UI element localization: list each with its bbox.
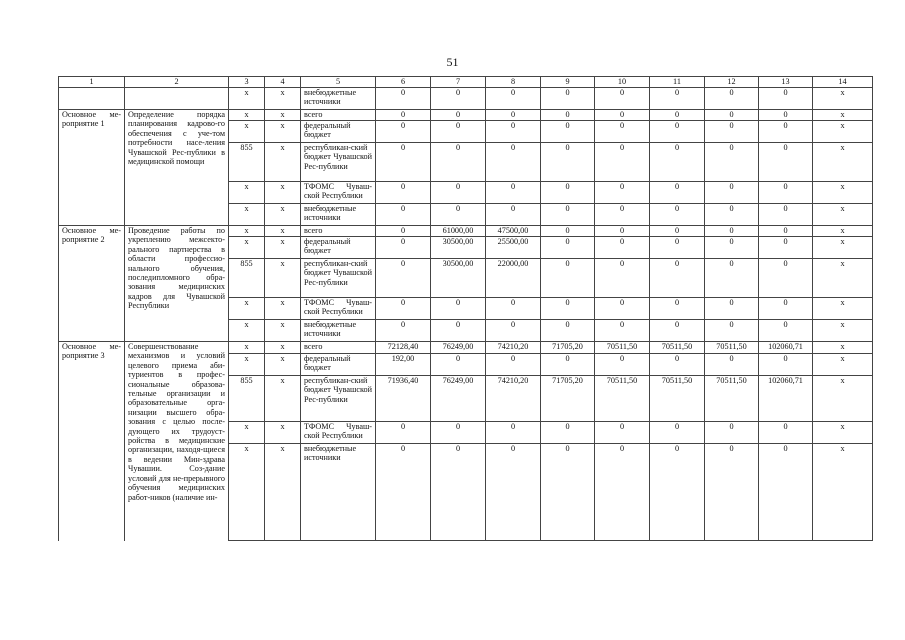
amount-cell: 0: [595, 204, 650, 226]
amount-cell: 0: [486, 88, 541, 110]
amount-cell: 0: [541, 88, 595, 110]
funding-source: ТФОМС Чуваш-ской Республики: [301, 182, 376, 204]
amount-cell: 0: [759, 422, 813, 444]
amount-cell: 25500,00: [486, 237, 541, 259]
amount-cell: 0: [705, 110, 759, 121]
cell-col3: x: [229, 354, 265, 376]
funding-source: ТФОМС Чуваш-ской Республики: [301, 298, 376, 320]
amount-cell: 0: [431, 110, 486, 121]
cell-col14: x: [813, 259, 873, 298]
amount-cell: 0: [705, 88, 759, 110]
amount-cell: 0: [431, 298, 486, 320]
column-header: 8: [486, 77, 541, 88]
amount-cell: 0: [541, 320, 595, 342]
amount-cell: 102060,71: [759, 342, 813, 354]
amount-cell: 192,00: [376, 354, 431, 376]
amount-cell: 0: [650, 237, 705, 259]
amount-cell: 0: [541, 143, 595, 182]
cell-col4: x: [265, 204, 301, 226]
amount-cell: 0: [650, 320, 705, 342]
column-header: 2: [125, 77, 229, 88]
column-header: 3: [229, 77, 265, 88]
column-header: 5: [301, 77, 376, 88]
amount-cell: 102060,71: [759, 376, 813, 422]
amount-cell: 0: [376, 88, 431, 110]
cell-col14: x: [813, 354, 873, 376]
amount-cell: 70511,50: [650, 376, 705, 422]
column-header: 4: [265, 77, 301, 88]
amount-cell: 0: [759, 182, 813, 204]
amount-cell: 0: [705, 121, 759, 143]
funding-source: внебюджетные источники: [301, 444, 376, 541]
column-header: 11: [650, 77, 705, 88]
amount-cell: 0: [541, 354, 595, 376]
cell-col14: x: [813, 143, 873, 182]
cell-col3: x: [229, 237, 265, 259]
column-header: 1: [59, 77, 125, 88]
cell-col14: x: [813, 342, 873, 354]
amount-cell: 74210,20: [486, 376, 541, 422]
amount-cell: 0: [376, 298, 431, 320]
amount-cell: 0: [486, 110, 541, 121]
amount-cell: 0: [541, 444, 595, 541]
amount-cell: 0: [486, 182, 541, 204]
cell-col14: x: [813, 226, 873, 237]
funding-source: внебюджетные источники: [301, 88, 376, 110]
amount-cell: 70511,50: [705, 376, 759, 422]
amount-cell: 71705,20: [541, 342, 595, 354]
cell-col4: x: [265, 182, 301, 204]
column-header: 12: [705, 77, 759, 88]
amount-cell: 0: [705, 237, 759, 259]
amount-cell: 71936,40: [376, 376, 431, 422]
amount-cell: 0: [759, 320, 813, 342]
cell-col3: x: [229, 182, 265, 204]
amount-cell: 0: [595, 320, 650, 342]
amount-cell: 70511,50: [650, 342, 705, 354]
amount-cell: 0: [595, 237, 650, 259]
amount-cell: 0: [376, 320, 431, 342]
amount-cell: 0: [650, 422, 705, 444]
amount-cell: 0: [486, 204, 541, 226]
measure-name: Основное ме-роприятие 1: [59, 110, 125, 226]
amount-cell: 0: [705, 259, 759, 298]
amount-cell: 0: [650, 354, 705, 376]
amount-cell: 71705,20: [541, 376, 595, 422]
amount-cell: 76249,00: [431, 342, 486, 354]
amount-cell: 0: [486, 121, 541, 143]
amount-cell: 0: [486, 444, 541, 541]
amount-cell: 0: [431, 143, 486, 182]
funding-source: республикан-ский бюджет Чувашской Рес-публики: [301, 376, 376, 422]
funding-source: всего: [301, 226, 376, 237]
amount-cell: 0: [595, 182, 650, 204]
measure-name: [59, 88, 125, 110]
amount-cell: 61000,00: [431, 226, 486, 237]
cell-col3: x: [229, 204, 265, 226]
amount-cell: 74210,20: [486, 342, 541, 354]
amount-cell: 0: [705, 444, 759, 541]
amount-cell: 0: [376, 226, 431, 237]
amount-cell: 0: [486, 422, 541, 444]
table-header-row: [59, 77, 873, 88]
amount-cell: 0: [759, 88, 813, 110]
cell-col3: 855: [229, 143, 265, 182]
amount-cell: 0: [705, 226, 759, 237]
cell-col4: x: [265, 121, 301, 143]
amount-cell: 0: [650, 182, 705, 204]
budget-table: [58, 76, 873, 541]
amount-cell: 0: [759, 121, 813, 143]
amount-cell: 0: [650, 204, 705, 226]
amount-cell: 0: [376, 143, 431, 182]
cell-col3: x: [229, 88, 265, 110]
cell-col4: x: [265, 376, 301, 422]
funding-source: всего: [301, 110, 376, 121]
funding-source: федеральный бюджет: [301, 121, 376, 143]
cell-col14: x: [813, 422, 873, 444]
cell-col14: x: [813, 110, 873, 121]
cell-col14: x: [813, 444, 873, 541]
amount-cell: 76249,00: [431, 376, 486, 422]
amount-cell: 0: [650, 298, 705, 320]
amount-cell: 0: [486, 298, 541, 320]
amount-cell: 70511,50: [595, 376, 650, 422]
cell-col3: x: [229, 444, 265, 541]
funding-source: внебюджетные источники: [301, 204, 376, 226]
funding-source: всего: [301, 342, 376, 354]
amount-cell: 0: [431, 444, 486, 541]
cell-col14: x: [813, 376, 873, 422]
amount-cell: 0: [595, 444, 650, 541]
table-row: [59, 226, 873, 237]
funding-source: республикан-ский бюджет Чувашской Рес-публики: [301, 259, 376, 298]
table-row: [59, 88, 873, 110]
amount-cell: 0: [541, 204, 595, 226]
amount-cell: 70511,50: [705, 342, 759, 354]
cell-col4: x: [265, 110, 301, 121]
cell-col4: x: [265, 320, 301, 342]
cell-col4: x: [265, 444, 301, 541]
cell-col14: x: [813, 298, 873, 320]
amount-cell: 0: [595, 226, 650, 237]
amount-cell: 0: [759, 298, 813, 320]
amount-cell: 0: [595, 354, 650, 376]
cell-col3: x: [229, 422, 265, 444]
cell-col4: x: [265, 342, 301, 354]
amount-cell: 0: [541, 422, 595, 444]
amount-cell: 22000,00: [486, 259, 541, 298]
amount-cell: 0: [759, 226, 813, 237]
amount-cell: 0: [541, 226, 595, 237]
amount-cell: 0: [705, 204, 759, 226]
amount-cell: 0: [431, 182, 486, 204]
cell-col4: x: [265, 422, 301, 444]
amount-cell: 0: [431, 320, 486, 342]
amount-cell: 0: [650, 143, 705, 182]
cell-col14: x: [813, 204, 873, 226]
amount-cell: 0: [705, 143, 759, 182]
amount-cell: 0: [541, 182, 595, 204]
amount-cell: 0: [376, 121, 431, 143]
amount-cell: 0: [759, 444, 813, 541]
measure-description: [125, 88, 229, 110]
funding-source: республикан-ский бюджет Чувашской Рес-публики: [301, 143, 376, 182]
cell-col3: x: [229, 226, 265, 237]
amount-cell: 72128,40: [376, 342, 431, 354]
amount-cell: 0: [431, 354, 486, 376]
cell-col3: 855: [229, 259, 265, 298]
amount-cell: 0: [759, 143, 813, 182]
cell-col4: x: [265, 259, 301, 298]
amount-cell: 0: [650, 110, 705, 121]
amount-cell: 0: [650, 259, 705, 298]
cell-col14: x: [813, 121, 873, 143]
amount-cell: 0: [759, 354, 813, 376]
amount-cell: 0: [705, 422, 759, 444]
amount-cell: 0: [376, 204, 431, 226]
cell-col14: x: [813, 320, 873, 342]
column-header: 10: [595, 77, 650, 88]
funding-source: федеральный бюджет: [301, 237, 376, 259]
amount-cell: 70511,50: [595, 342, 650, 354]
cell-col14: x: [813, 88, 873, 110]
amount-cell: 0: [376, 110, 431, 121]
amount-cell: 0: [486, 320, 541, 342]
amount-cell: 0: [650, 121, 705, 143]
amount-cell: 0: [595, 259, 650, 298]
amount-cell: 0: [541, 237, 595, 259]
table-row: [59, 110, 873, 121]
amount-cell: 0: [541, 298, 595, 320]
amount-cell: 0: [705, 320, 759, 342]
amount-cell: 0: [595, 422, 650, 444]
amount-cell: 0: [376, 444, 431, 541]
amount-cell: 0: [595, 110, 650, 121]
cell-col4: x: [265, 298, 301, 320]
amount-cell: 0: [431, 422, 486, 444]
amount-cell: 0: [595, 298, 650, 320]
measure-name: Основное ме-роприятие 3: [59, 342, 125, 541]
measure-description: Совершенствование механизмов и условий целевого приема аби-туриентов в профес-сиональные образова-тельные организации и образовательные орга-низации высшего обра-зования с целью после-дующего их трудоуст-ройства в медицинские организации, находя-щиеся в ведении Мин-здрава Чувашии. Соз-дание условий для не-прерывного обучения медицинских работ-ников (наличие ин-: [125, 342, 229, 541]
measure-name: Основное ме-роприятие 2: [59, 226, 125, 342]
page-number: 51: [446, 55, 459, 69]
column-header: 9: [541, 77, 595, 88]
amount-cell: 0: [431, 204, 486, 226]
amount-cell: 0: [650, 444, 705, 541]
cell-col3: x: [229, 298, 265, 320]
amount-cell: 0: [650, 88, 705, 110]
amount-cell: 0: [376, 237, 431, 259]
cell-col3: x: [229, 320, 265, 342]
cell-col3: 855: [229, 376, 265, 422]
amount-cell: 30500,00: [431, 259, 486, 298]
cell-col3: x: [229, 121, 265, 143]
column-header: 14: [813, 77, 873, 88]
funding-source: ТФОМС Чуваш-ской Республики: [301, 422, 376, 444]
amount-cell: 0: [705, 354, 759, 376]
amount-cell: 0: [759, 204, 813, 226]
cell-col14: x: [813, 237, 873, 259]
amount-cell: 0: [431, 121, 486, 143]
cell-col4: x: [265, 354, 301, 376]
amount-cell: 0: [486, 143, 541, 182]
cell-col3: x: [229, 110, 265, 121]
measure-description: Проведение работы по укреплению межсекто-рального партнерства в области профессио-нального обучения, последипломного обра-зования медицинских кадров для Чувашской Республики: [125, 226, 229, 342]
column-header: 7: [431, 77, 486, 88]
cell-col14: x: [813, 182, 873, 204]
cell-col4: x: [265, 226, 301, 237]
amount-cell: 0: [650, 226, 705, 237]
funding-source: внебюджетные источники: [301, 320, 376, 342]
amount-cell: 0: [595, 88, 650, 110]
amount-cell: 0: [705, 298, 759, 320]
cell-col4: x: [265, 88, 301, 110]
amount-cell: 0: [376, 422, 431, 444]
amount-cell: 0: [486, 354, 541, 376]
amount-cell: 0: [541, 259, 595, 298]
amount-cell: 0: [541, 121, 595, 143]
amount-cell: 0: [759, 259, 813, 298]
amount-cell: 0: [759, 237, 813, 259]
cell-col3: x: [229, 342, 265, 354]
amount-cell: 0: [595, 121, 650, 143]
amount-cell: 0: [376, 259, 431, 298]
amount-cell: 0: [595, 143, 650, 182]
amount-cell: 47500,00: [486, 226, 541, 237]
amount-cell: 0: [759, 110, 813, 121]
cell-col4: x: [265, 143, 301, 182]
table-row: [59, 342, 873, 354]
amount-cell: 0: [705, 182, 759, 204]
cell-col4: x: [265, 237, 301, 259]
funding-source: федеральный бюджет: [301, 354, 376, 376]
column-header: 6: [376, 77, 431, 88]
amount-cell: 0: [431, 88, 486, 110]
column-header: 13: [759, 77, 813, 88]
measure-description: Определение порядка планирования кадрово-го обеспечения с уче-том потребности насе-ления Чувашской Рес-публики в медицинской помощи: [125, 110, 229, 226]
amount-cell: 0: [376, 182, 431, 204]
amount-cell: 30500,00: [431, 237, 486, 259]
amount-cell: 0: [541, 110, 595, 121]
